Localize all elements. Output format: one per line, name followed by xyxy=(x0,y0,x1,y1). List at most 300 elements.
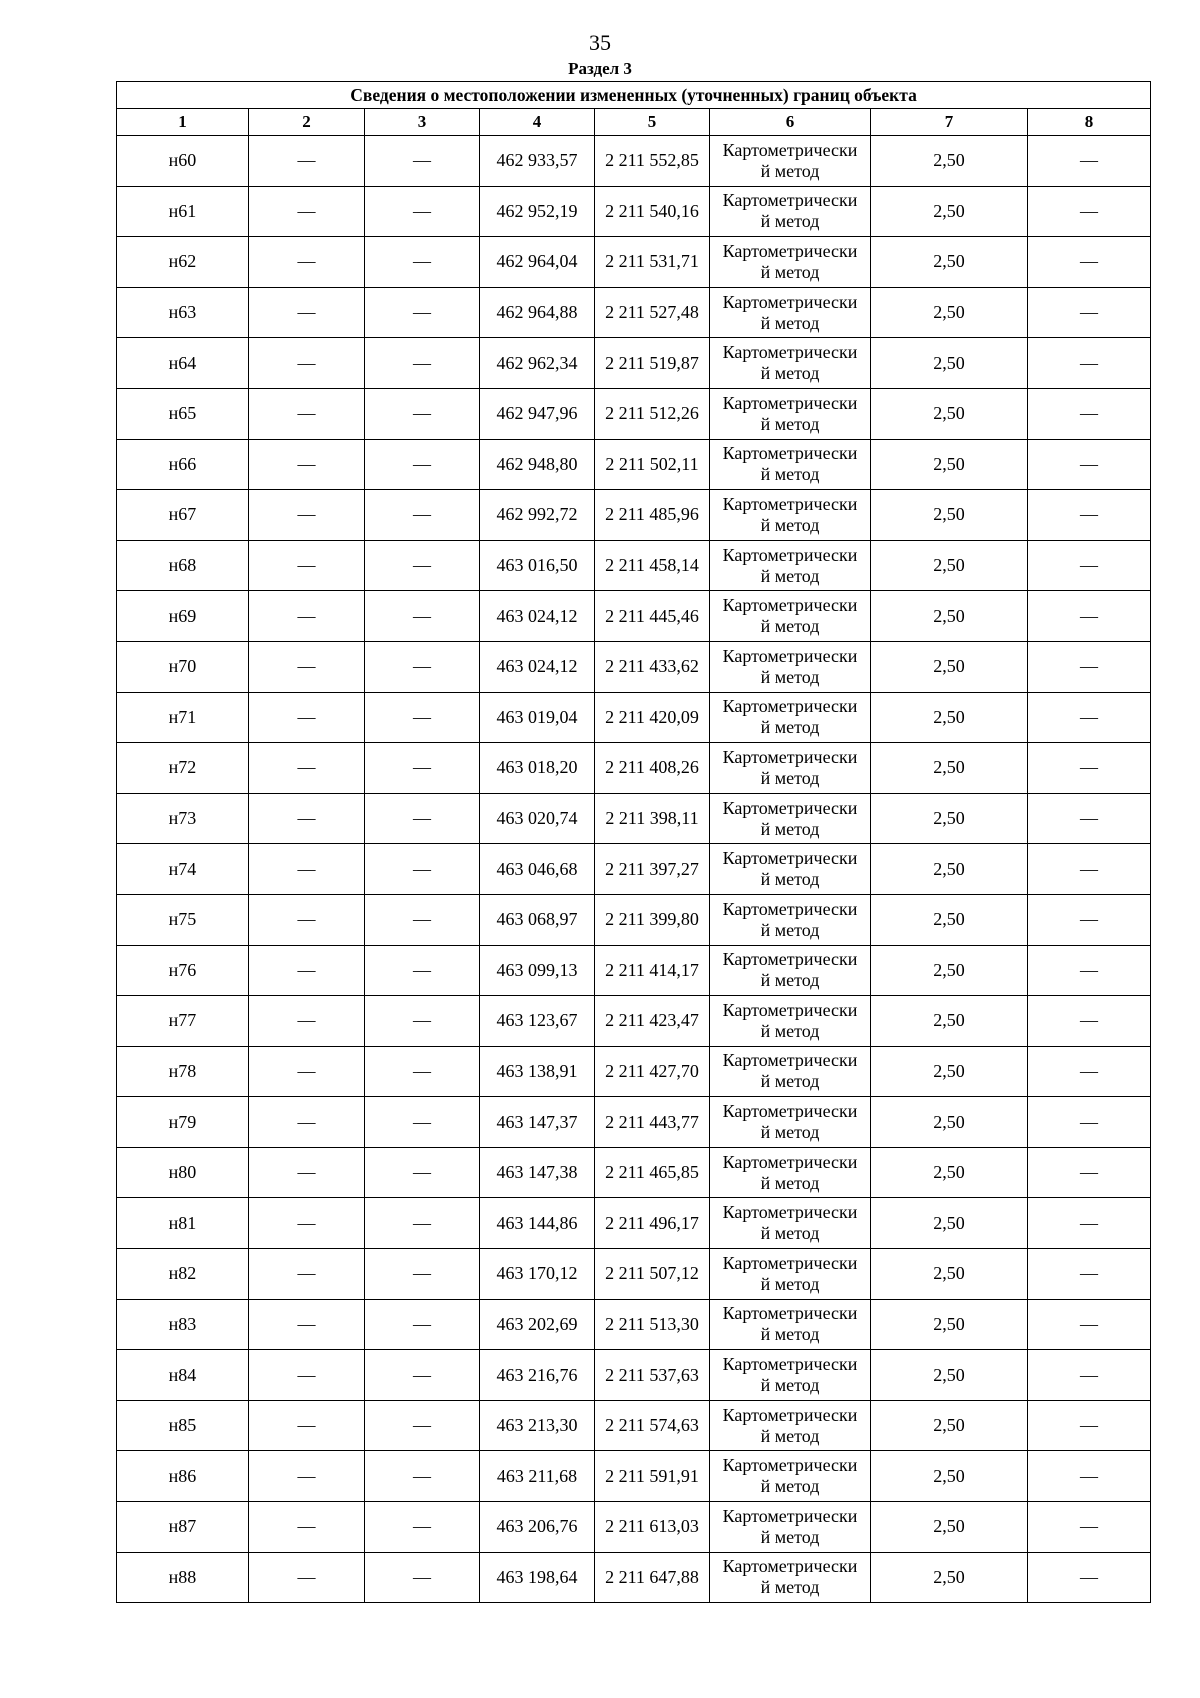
column-2-cell: — xyxy=(249,1198,365,1249)
column-2-cell: — xyxy=(249,388,365,439)
column-number-4: 4 xyxy=(480,109,595,136)
x-coordinate-cell: 463 024,12 xyxy=(480,641,595,692)
method-cell xyxy=(710,540,871,591)
y-coordinate-cell: 2 211 485,96 xyxy=(595,490,710,541)
point-name-cell: н63 xyxy=(117,287,249,338)
accuracy-cell: 2,50 xyxy=(871,186,1028,237)
accuracy-cell: 2,50 xyxy=(871,439,1028,490)
accuracy-cell: 2,50 xyxy=(871,540,1028,591)
column-3-cell: — xyxy=(365,540,480,591)
column-3-cell: — xyxy=(365,1400,480,1451)
y-coordinate-cell: 2 211 537,63 xyxy=(595,1350,710,1401)
method-cell xyxy=(710,1198,871,1249)
point-name-cell: н71 xyxy=(117,692,249,743)
method-line-1: Картометрически xyxy=(722,139,858,160)
column-number-1: 1 xyxy=(117,109,249,136)
accuracy-cell: 2,50 xyxy=(871,591,1028,642)
column-8-cell: — xyxy=(1028,1097,1151,1148)
column-number-6: 6 xyxy=(710,109,871,136)
point-name-cell: н87 xyxy=(117,1502,249,1553)
column-8-cell: — xyxy=(1028,793,1151,844)
point-name-cell: н83 xyxy=(117,1299,249,1350)
point-name-cell: н62 xyxy=(117,237,249,288)
table-row xyxy=(117,793,1151,844)
method-line-1: Картометрически xyxy=(722,1505,858,1526)
method-cell xyxy=(710,186,871,237)
table-row xyxy=(117,894,1151,945)
method-line-2: й метод xyxy=(760,312,820,333)
point-name-cell: н61 xyxy=(117,186,249,237)
y-coordinate-cell: 2 211 433,62 xyxy=(595,641,710,692)
page-number: 35 xyxy=(589,30,611,55)
method-line-1: Картометрически xyxy=(722,746,858,767)
method-line-2: й метод xyxy=(760,514,820,535)
column-2-cell: — xyxy=(249,490,365,541)
x-coordinate-cell: 463 213,30 xyxy=(480,1400,595,1451)
column-3-cell: — xyxy=(365,844,480,895)
y-coordinate-cell: 2 211 540,16 xyxy=(595,186,710,237)
y-coordinate-cell: 2 211 398,11 xyxy=(595,793,710,844)
method-cell xyxy=(710,945,871,996)
column-3-cell: — xyxy=(365,894,480,945)
method-line-1: Картометрически xyxy=(722,342,858,363)
point-name-cell: н77 xyxy=(117,996,249,1047)
column-number-2: 2 xyxy=(249,109,365,136)
method-line-1: Картометрически xyxy=(722,696,858,717)
column-8-cell: — xyxy=(1028,743,1151,794)
column-8-cell: — xyxy=(1028,894,1151,945)
method-line-1: Картометрически xyxy=(722,392,858,413)
y-coordinate-cell: 2 211 408,26 xyxy=(595,743,710,794)
method-cell xyxy=(710,1046,871,1097)
method-line-2: й метод xyxy=(760,869,820,890)
column-8-cell: — xyxy=(1028,439,1151,490)
column-3-cell: — xyxy=(365,439,480,490)
column-2-cell: — xyxy=(249,1350,365,1401)
column-3-cell: — xyxy=(365,136,480,187)
column-3-cell: — xyxy=(365,743,480,794)
accuracy-cell: 2,50 xyxy=(871,844,1028,895)
column-number-7: 7 xyxy=(871,109,1028,136)
column-number-3: 3 xyxy=(365,109,480,136)
method-cell xyxy=(710,641,871,692)
y-coordinate-cell: 2 211 613,03 xyxy=(595,1502,710,1553)
method-cell xyxy=(710,388,871,439)
table-row xyxy=(117,743,1151,794)
column-8-cell: — xyxy=(1028,1400,1151,1451)
method-line-2: й метод xyxy=(760,363,820,384)
column-3-cell: — xyxy=(365,1350,480,1401)
column-2-cell: — xyxy=(249,439,365,490)
column-2-cell: — xyxy=(249,1299,365,1350)
x-coordinate-cell: 462 962,34 xyxy=(480,338,595,389)
y-coordinate-cell: 2 211 512,26 xyxy=(595,388,710,439)
point-name-cell: н72 xyxy=(117,743,249,794)
accuracy-cell: 2,50 xyxy=(871,338,1028,389)
method-cell xyxy=(710,1097,871,1148)
column-3-cell: — xyxy=(365,1198,480,1249)
table-row xyxy=(117,287,1151,338)
method-line-2: й метод xyxy=(760,1122,820,1143)
method-line-2: й метод xyxy=(760,616,820,637)
column-2-cell: — xyxy=(249,1451,365,1502)
column-8-cell: — xyxy=(1028,1451,1151,1502)
x-coordinate-cell: 463 202,69 xyxy=(480,1299,595,1350)
accuracy-cell: 2,50 xyxy=(871,1299,1028,1350)
column-3-cell: — xyxy=(365,338,480,389)
column-2-cell: — xyxy=(249,641,365,692)
x-coordinate-cell: 462 947,96 xyxy=(480,388,595,439)
column-8-cell: — xyxy=(1028,136,1151,187)
point-name-cell: н79 xyxy=(117,1097,249,1148)
column-8-cell: — xyxy=(1028,996,1151,1047)
column-8-cell: — xyxy=(1028,591,1151,642)
accuracy-cell: 2,50 xyxy=(871,1552,1028,1603)
point-name-cell: н85 xyxy=(117,1400,249,1451)
method-line-1: Картометрически xyxy=(722,1354,858,1375)
method-line-1: Картометрически xyxy=(722,1050,858,1071)
method-cell xyxy=(710,692,871,743)
method-line-1: Картометрически xyxy=(722,848,858,869)
method-line-1: Картометрически xyxy=(722,1151,858,1172)
method-line-1: Картометрически xyxy=(722,1101,858,1122)
point-name-cell: н78 xyxy=(117,1046,249,1097)
method-line-1: Картометрически xyxy=(722,493,858,514)
method-line-2: й метод xyxy=(760,717,820,738)
column-2-cell: — xyxy=(249,996,365,1047)
point-name-cell: н64 xyxy=(117,338,249,389)
accuracy-cell: 2,50 xyxy=(871,1451,1028,1502)
method-cell xyxy=(710,237,871,288)
x-coordinate-cell: 463 099,13 xyxy=(480,945,595,996)
column-2-cell: — xyxy=(249,1249,365,1300)
table-row xyxy=(117,591,1151,642)
column-3-cell: — xyxy=(365,287,480,338)
table-row xyxy=(117,1097,1151,1148)
column-2-cell: — xyxy=(249,894,365,945)
point-name-cell: н88 xyxy=(117,1552,249,1603)
accuracy-cell: 2,50 xyxy=(871,1147,1028,1198)
accuracy-cell: 2,50 xyxy=(871,692,1028,743)
table-row xyxy=(117,388,1151,439)
accuracy-cell: 2,50 xyxy=(871,996,1028,1047)
accuracy-cell: 2,50 xyxy=(871,1198,1028,1249)
method-cell xyxy=(710,1350,871,1401)
table-row xyxy=(117,237,1151,288)
y-coordinate-cell: 2 211 591,91 xyxy=(595,1451,710,1502)
coordinates-table xyxy=(116,81,1151,1603)
x-coordinate-cell: 463 018,20 xyxy=(480,743,595,794)
point-name-cell: н80 xyxy=(117,1147,249,1198)
column-2-cell: — xyxy=(249,692,365,743)
method-line-2: й метод xyxy=(760,970,820,991)
column-3-cell: — xyxy=(365,1147,480,1198)
column-8-cell: — xyxy=(1028,1147,1151,1198)
accuracy-cell: 2,50 xyxy=(871,894,1028,945)
column-3-cell: — xyxy=(365,490,480,541)
x-coordinate-cell: 463 123,67 xyxy=(480,996,595,1047)
x-coordinate-cell: 463 144,86 xyxy=(480,1198,595,1249)
x-coordinate-cell: 463 046,68 xyxy=(480,844,595,895)
method-cell xyxy=(710,793,871,844)
method-line-2: й метод xyxy=(760,1425,820,1446)
column-8-cell: — xyxy=(1028,388,1151,439)
table-row xyxy=(117,945,1151,996)
x-coordinate-cell: 462 964,88 xyxy=(480,287,595,338)
method-line-1: Картометрически xyxy=(722,898,858,919)
method-cell xyxy=(710,1451,871,1502)
table-row xyxy=(117,1502,1151,1553)
table-row xyxy=(117,490,1151,541)
table-row xyxy=(117,1299,1151,1350)
method-line-1: Картометрически xyxy=(722,1252,858,1273)
point-name-cell: н69 xyxy=(117,591,249,642)
x-coordinate-cell: 463 016,50 xyxy=(480,540,595,591)
accuracy-cell: 2,50 xyxy=(871,641,1028,692)
x-coordinate-cell: 463 147,37 xyxy=(480,1097,595,1148)
x-coordinate-cell: 463 138,91 xyxy=(480,1046,595,1097)
method-cell xyxy=(710,996,871,1047)
accuracy-cell: 2,50 xyxy=(871,490,1028,541)
table-row xyxy=(117,996,1151,1047)
column-number-5: 5 xyxy=(595,109,710,136)
column-2-cell: — xyxy=(249,540,365,591)
method-cell xyxy=(710,844,871,895)
table-row xyxy=(117,338,1151,389)
accuracy-cell: 2,50 xyxy=(871,1249,1028,1300)
method-cell xyxy=(710,894,871,945)
method-cell xyxy=(710,338,871,389)
method-line-2: й метод xyxy=(760,1476,820,1497)
column-3-cell: — xyxy=(365,591,480,642)
x-coordinate-cell: 463 068,97 xyxy=(480,894,595,945)
accuracy-cell: 2,50 xyxy=(871,945,1028,996)
accuracy-cell: 2,50 xyxy=(871,1502,1028,1553)
y-coordinate-cell: 2 211 502,11 xyxy=(595,439,710,490)
y-coordinate-cell: 2 211 513,30 xyxy=(595,1299,710,1350)
y-coordinate-cell: 2 211 527,48 xyxy=(595,287,710,338)
section-title: Раздел 3 xyxy=(568,59,632,78)
column-number-row xyxy=(117,109,1151,136)
method-cell xyxy=(710,1299,871,1350)
x-coordinate-cell: 463 211,68 xyxy=(480,1451,595,1502)
y-coordinate-cell: 2 211 443,77 xyxy=(595,1097,710,1148)
y-coordinate-cell: 2 211 458,14 xyxy=(595,540,710,591)
column-3-cell: — xyxy=(365,1299,480,1350)
column-2-cell: — xyxy=(249,945,365,996)
table-row xyxy=(117,844,1151,895)
column-3-cell: — xyxy=(365,1552,480,1603)
x-coordinate-cell: 463 019,04 xyxy=(480,692,595,743)
x-coordinate-cell: 463 216,76 xyxy=(480,1350,595,1401)
table-row xyxy=(117,540,1151,591)
column-8-cell: — xyxy=(1028,844,1151,895)
column-2-cell: — xyxy=(249,287,365,338)
column-2-cell: — xyxy=(249,743,365,794)
method-line-2: й метод xyxy=(760,919,820,940)
column-3-cell: — xyxy=(365,1451,480,1502)
point-name-cell: н73 xyxy=(117,793,249,844)
column-3-cell: — xyxy=(365,388,480,439)
method-line-1: Картометрически xyxy=(722,240,858,261)
method-line-2: й метод xyxy=(760,413,820,434)
table-row xyxy=(117,1249,1151,1300)
table-row xyxy=(117,1552,1151,1603)
column-8-cell: — xyxy=(1028,490,1151,541)
method-cell xyxy=(710,1147,871,1198)
method-line-2: й метод xyxy=(760,818,820,839)
column-number-8: 8 xyxy=(1028,109,1151,136)
method-cell xyxy=(710,743,871,794)
method-cell xyxy=(710,591,871,642)
column-3-cell: — xyxy=(365,945,480,996)
accuracy-cell: 2,50 xyxy=(871,237,1028,288)
column-3-cell: — xyxy=(365,237,480,288)
column-3-cell: — xyxy=(365,1097,480,1148)
point-name-cell: н68 xyxy=(117,540,249,591)
method-line-2: й метод xyxy=(760,211,820,232)
column-2-cell: — xyxy=(249,136,365,187)
x-coordinate-cell: 462 933,57 xyxy=(480,136,595,187)
x-coordinate-cell: 462 992,72 xyxy=(480,490,595,541)
method-line-1: Картометрически xyxy=(722,1303,858,1324)
y-coordinate-cell: 2 211 414,17 xyxy=(595,945,710,996)
method-cell xyxy=(710,439,871,490)
point-name-cell: н60 xyxy=(117,136,249,187)
column-2-cell: — xyxy=(249,844,365,895)
table-row xyxy=(117,692,1151,743)
point-name-cell: н86 xyxy=(117,1451,249,1502)
accuracy-cell: 2,50 xyxy=(871,1400,1028,1451)
method-line-2: й метод xyxy=(760,1577,820,1598)
point-name-cell: н84 xyxy=(117,1350,249,1401)
method-cell xyxy=(710,136,871,187)
y-coordinate-cell: 2 211 574,63 xyxy=(595,1400,710,1451)
table-row xyxy=(117,641,1151,692)
column-8-cell: — xyxy=(1028,692,1151,743)
column-2-cell: — xyxy=(249,1552,365,1603)
method-line-1: Картометрически xyxy=(722,999,858,1020)
table-row xyxy=(117,439,1151,490)
point-name-cell: н67 xyxy=(117,490,249,541)
column-8-cell: — xyxy=(1028,1046,1151,1097)
method-cell xyxy=(710,490,871,541)
point-name-cell: н65 xyxy=(117,388,249,439)
point-name-cell: н66 xyxy=(117,439,249,490)
method-line-2: й метод xyxy=(760,1324,820,1345)
method-line-1: Картометрически xyxy=(722,544,858,565)
column-8-cell: — xyxy=(1028,1198,1151,1249)
method-line-1: Картометрически xyxy=(722,1455,858,1476)
column-2-cell: — xyxy=(249,1400,365,1451)
column-2-cell: — xyxy=(249,338,365,389)
method-line-1: Картометрически xyxy=(722,443,858,464)
column-3-cell: — xyxy=(365,996,480,1047)
table-row xyxy=(117,1046,1151,1097)
y-coordinate-cell: 2 211 552,85 xyxy=(595,136,710,187)
method-cell xyxy=(710,1502,871,1553)
accuracy-cell: 2,50 xyxy=(871,1046,1028,1097)
column-8-cell: — xyxy=(1028,338,1151,389)
y-coordinate-cell: 2 211 647,88 xyxy=(595,1552,710,1603)
column-8-cell: — xyxy=(1028,1249,1151,1300)
method-line-2: й метод xyxy=(760,767,820,788)
table-row xyxy=(117,136,1151,187)
method-line-2: й метод xyxy=(760,1223,820,1244)
column-3-cell: — xyxy=(365,641,480,692)
column-2-cell: — xyxy=(249,1046,365,1097)
method-line-2: й метод xyxy=(760,565,820,586)
x-coordinate-cell: 463 147,38 xyxy=(480,1147,595,1198)
method-line-2: й метод xyxy=(760,1071,820,1092)
column-3-cell: — xyxy=(365,1249,480,1300)
table-body xyxy=(117,136,1151,1603)
point-name-cell: н74 xyxy=(117,844,249,895)
table-caption: Сведения о местоположении измененных (уточненных) границ объекта xyxy=(117,82,1151,109)
method-line-2: й метод xyxy=(760,1273,820,1294)
method-line-2: й метод xyxy=(760,666,820,687)
method-cell xyxy=(710,1552,871,1603)
x-coordinate-cell: 463 198,64 xyxy=(480,1552,595,1603)
y-coordinate-cell: 2 211 507,12 xyxy=(595,1249,710,1300)
point-name-cell: н81 xyxy=(117,1198,249,1249)
method-line-2: й метод xyxy=(760,261,820,282)
method-cell xyxy=(710,1249,871,1300)
column-8-cell: — xyxy=(1028,945,1151,996)
column-8-cell: — xyxy=(1028,186,1151,237)
method-line-2: й метод xyxy=(760,1172,820,1193)
y-coordinate-cell: 2 211 465,85 xyxy=(595,1147,710,1198)
column-3-cell: — xyxy=(365,793,480,844)
column-2-cell: — xyxy=(249,237,365,288)
column-3-cell: — xyxy=(365,186,480,237)
point-name-cell: н82 xyxy=(117,1249,249,1300)
y-coordinate-cell: 2 211 397,27 xyxy=(595,844,710,895)
column-3-cell: — xyxy=(365,692,480,743)
method-line-1: Картометрически xyxy=(722,949,858,970)
y-coordinate-cell: 2 211 399,80 xyxy=(595,894,710,945)
accuracy-cell: 2,50 xyxy=(871,793,1028,844)
method-line-1: Картометрически xyxy=(722,291,858,312)
column-8-cell: — xyxy=(1028,1299,1151,1350)
column-8-cell: — xyxy=(1028,641,1151,692)
method-line-1: Картометрически xyxy=(722,190,858,211)
method-line-1: Картометрически xyxy=(722,1404,858,1425)
column-2-cell: — xyxy=(249,186,365,237)
accuracy-cell: 2,50 xyxy=(871,743,1028,794)
y-coordinate-cell: 2 211 445,46 xyxy=(595,591,710,642)
y-coordinate-cell: 2 211 496,17 xyxy=(595,1198,710,1249)
accuracy-cell: 2,50 xyxy=(871,1097,1028,1148)
method-cell xyxy=(710,287,871,338)
table-row xyxy=(117,186,1151,237)
method-line-2: й метод xyxy=(760,464,820,485)
x-coordinate-cell: 463 020,74 xyxy=(480,793,595,844)
point-name-cell: н70 xyxy=(117,641,249,692)
y-coordinate-cell: 2 211 519,87 xyxy=(595,338,710,389)
column-8-cell: — xyxy=(1028,237,1151,288)
column-2-cell: — xyxy=(249,793,365,844)
method-line-1: Картометрически xyxy=(722,1202,858,1223)
y-coordinate-cell: 2 211 423,47 xyxy=(595,996,710,1047)
point-name-cell: н75 xyxy=(117,894,249,945)
table-row xyxy=(117,1400,1151,1451)
method-line-2: й метод xyxy=(760,160,820,181)
method-line-2: й метод xyxy=(760,1375,820,1396)
column-3-cell: — xyxy=(365,1046,480,1097)
x-coordinate-cell: 463 170,12 xyxy=(480,1249,595,1300)
method-line-2: й метод xyxy=(760,1526,820,1547)
